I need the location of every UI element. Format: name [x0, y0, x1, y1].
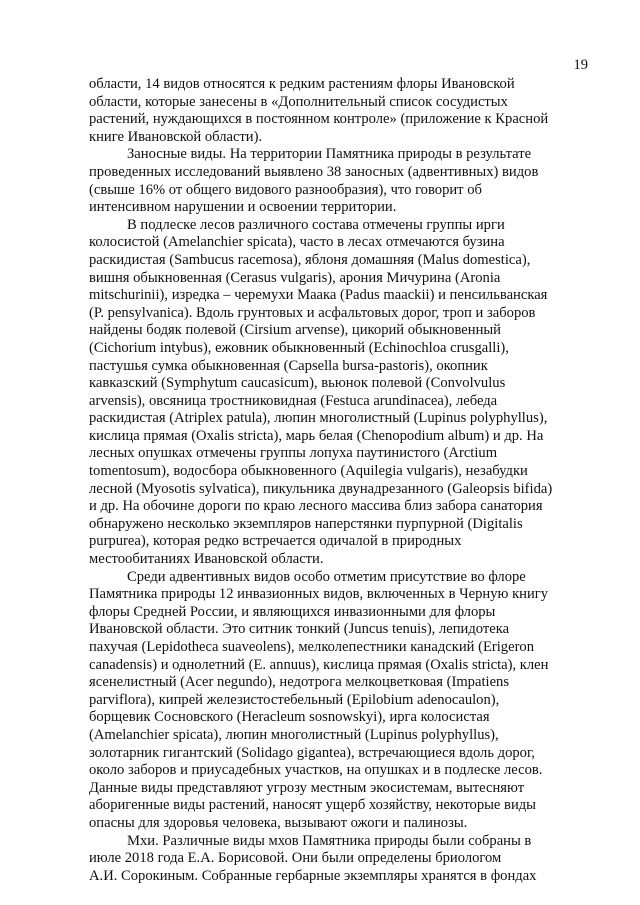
text-line: А.И. Сорокиным. Собранные гербарные экземпляры хранятся в фондах [89, 867, 537, 884]
text-line: колосистой (Amelanchier spicata), часто в лесах отмечаются бузина [89, 234, 505, 251]
text-line: Данные виды представляют угрозу местным экосистемам, вытесняют [89, 779, 525, 796]
text-line: флоры Средней России, и являющихся инвазионными для флоры [89, 603, 496, 620]
text-line: растений, нуждающихся в постоянном контроле» (приложение к Красной [89, 111, 549, 128]
text-line: Ивановской области. Это ситник тонкий (Juncus tenuis), лепидотека [89, 621, 510, 638]
text-line: purpurea), которая редко встречается одичалой в природных [89, 533, 462, 550]
text-line: обнаружено несколько экземпляров наперстянки пурпурной (Digitalis [89, 515, 523, 532]
text-line: опасны для здоровья человека, вызывают ожоги и палинозы. [89, 814, 468, 831]
paragraph-alien-species [89, 146, 560, 216]
text-line: проведенных исследований выявлено 38 заносных (адвентивных) видов [89, 163, 539, 180]
paragraph-mosses [89, 833, 560, 886]
text-line: пахучая (Lepidotheca suaveolens), мелколепестники канадский (Erigeron [89, 639, 535, 655]
paragraph-undergrowth [89, 217, 560, 569]
text-line: борщевик Сосновского (Heracleum sosnowskyi), ирга колосистая [89, 709, 490, 726]
text-line: mitschurinii), изредка – черемухи Маака (Padus maackii) и пенсильванская [89, 287, 548, 304]
paragraph-red-list-continuation [89, 76, 560, 146]
text-line: (Amelanchier spicata), люпин многолистный (Lupinus polyphyllus), [89, 726, 499, 743]
text-line: (Cichorium intybus), ежовник обыкновенный (Echinochloa crusgalli), [89, 339, 509, 356]
text-line: Мхи. Различные виды мхов Памятника природы были собраны в [127, 832, 532, 849]
text-line: раскидистая (Sambucus racemosa), яблоня домашняя (Malus domestica), [89, 251, 531, 268]
text-line: около заборов и приусадебных участков, на опушках и в подлеске лесов. [89, 762, 543, 779]
text-line: tomentosum), водосбора обыкновенного (Aquilegia vulgaris), незабудки [89, 463, 528, 480]
text-line: области, 14 видов относятся к редким растениям флоры Ивановской [89, 76, 515, 92]
text-line: (свыше 16% от общего видового разнообразия), что говорит об [89, 181, 482, 198]
text-line: кавказский (Symphytum caucasicum), вьюнок полевой (Convolvulus [89, 375, 506, 392]
text-line: июле 2018 года Е.А. Борисовой. Они были определены бриологом [89, 850, 502, 867]
text-line: аборигенные виды растений, наносят ущерб хозяйству, некоторые виды [89, 797, 536, 814]
page-number: 19 [573, 57, 588, 73]
text-line: книге Ивановской области). [89, 128, 263, 145]
text-line: Памятника природы 12 инвазионных видов, включенных в Черную книгу [89, 586, 549, 603]
text-line: (P. pensylvanica). Вдоль грунтовых и асфальтовых дорог, троп и заборов [89, 304, 536, 321]
text-line: местообитаниях Ивановской области. [89, 551, 324, 568]
text-line: и др. На обочине дороги по краю лесного массива близ забора санатория [89, 498, 543, 515]
text-line: найдены бодяк полевой (Cirsium arvense), цикорий обыкновенный [89, 322, 501, 339]
text-line: лесных опушках отмечены группы лопуха паутинистого (Arctium [89, 445, 498, 462]
text-line: вишня обыкновенная (Cerasus vulgaris), арония Мичурина (Aronia [89, 269, 501, 286]
text-line: кислица прямая (Oxalis stricta), марь белая (Chenopodium album) и др. На [89, 427, 544, 444]
text-line: Заносные виды. На территории Памятника природы в результате [127, 146, 532, 163]
text-line: лесной (Myosotis sylvatica), пикульника двунадрезанного (Galeopsis bifida) [89, 480, 553, 497]
text-line: canadensis) и однолетний (E. annuus), кислица прямая (Oxalis stricta), клен [89, 656, 549, 673]
text-line: интенсивном нарушении и освоении территории. [89, 199, 397, 216]
text-line: пастушья сумка обыкновенная (Capsella bursa-pastoris), окопник [89, 357, 488, 374]
text-line: золотарник гигантский (Solidago gigantea), встречающиеся вдоль дорог, [89, 744, 535, 761]
text-line: раскидистая (Atriplex patula), люпин многолистный (Lupinus polyphyllus), [89, 410, 548, 427]
text-line: области, которые занесены в «Дополнительный список сосудистых [89, 93, 508, 110]
paragraph-invasive-species [89, 569, 560, 833]
text-line: ясенелистный (Acer negundo), недотрога мелкоцветковая (Impatiens [89, 674, 510, 691]
text-line: Среди адвентивных видов особо отметим присутствие во флоре [127, 568, 526, 585]
text-line: arvensis), овсяница тростниковидная (Festuca arundinacea), лебеда [89, 392, 498, 409]
text-line: В подлеске лесов различного состава отмечены группы ирги [127, 216, 505, 233]
body-text [89, 76, 560, 885]
text-line: parviflora), кипрей железистостебельный (Epilobium adenocaulon), [89, 691, 500, 708]
